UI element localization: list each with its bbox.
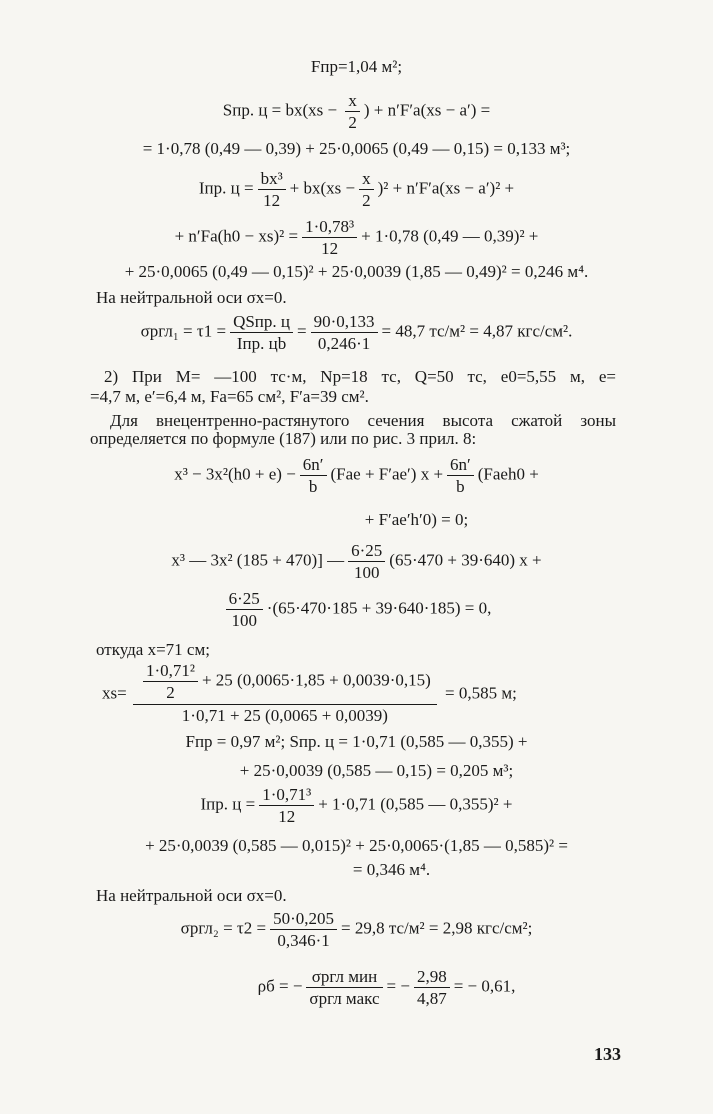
formula-text: ) + n′F′a(xs − a′) =	[363, 100, 491, 120]
formula-text: ·(65·470·185 + 39·640·185) = 0,	[266, 598, 492, 618]
fraction-denominator: 100	[353, 563, 380, 582]
formula-text: (Faeh0 +	[477, 464, 539, 484]
fraction-denominator: 100	[231, 611, 257, 630]
fraction-numerator: σргл мин	[306, 968, 382, 988]
fraction	[300, 456, 327, 495]
fraction-denominator: Iпр. цb	[236, 334, 287, 353]
formula-text: + F′ae′h′0) = 0;	[364, 510, 469, 529]
formula-text: Iпр. ц =	[198, 178, 254, 198]
formula-xs	[102, 662, 517, 724]
paragraph-case-2-line-1	[104, 368, 616, 385]
formula-i-pr-cont	[0, 218, 713, 257]
equation-cubic-numeric	[0, 542, 713, 581]
fraction-numerator: 1·0,78³	[302, 218, 357, 238]
fraction-denominator: 2	[348, 113, 357, 132]
formula-f-pr-2	[0, 733, 713, 750]
fraction	[311, 313, 378, 352]
formula-text: )² + n′F′a(xs − a′)² +	[377, 178, 515, 198]
fraction	[226, 590, 263, 629]
formula-text: ρб = −	[257, 976, 303, 996]
formula-text: = 0,585 м;	[445, 683, 517, 703]
formula-text: = −	[386, 976, 410, 996]
fraction-denominator: 2	[362, 191, 371, 210]
formula-i-pr-2-cont	[0, 837, 713, 854]
formula-text: + 25·0,0039 (0,585 — 0,015)² + 25·0,0065·(1,85 — 0,585)² =	[145, 836, 568, 855]
fraction-denominator: 12	[263, 191, 281, 210]
formula-sigma-1	[0, 313, 713, 352]
formula-text: + bx(xs −	[289, 178, 356, 198]
fraction-denominator: 1·0,71 + 25 (0,0065 + 0,0039)	[181, 706, 388, 725]
formula-text: = 48,7 тс/м² = 4,87 кгс/см².	[381, 321, 573, 341]
paragraph-compressed-zone-line-1	[110, 412, 616, 429]
formula-i-pr-2	[0, 786, 713, 825]
formula-text: + 1·0,71 (0,585 — 0,355)² +	[318, 794, 513, 814]
formula-s-pr	[0, 92, 713, 131]
formula-text: = 1·0,78 (0,49 — 0,39) + 25·0,0065 (0,49 — 0,15) = 0,133 м³;	[142, 139, 571, 158]
formula-text: Sпр. ц = bx(xs −	[222, 100, 342, 120]
formula-rho	[0, 968, 713, 1007]
fraction-numerator: 90·0,133	[311, 313, 378, 333]
fraction-numerator: QSпр. ц	[230, 313, 293, 333]
fraction	[230, 313, 293, 352]
fraction-numerator: 6·25	[348, 542, 385, 562]
formula-text: = 29,8 тс/м² = 2,98 кгс/см²;	[341, 918, 533, 938]
formula-s-pr-2	[0, 762, 713, 779]
formula-text: (Fae + F′ae′) x +	[330, 464, 444, 484]
formula-text: σргл₂ = τ2 =	[180, 918, 267, 938]
fraction-numerator: 1·0,71²	[143, 662, 198, 682]
equation-cubic-cont	[0, 511, 713, 528]
formula-text: = 0,346 м⁴.	[352, 860, 431, 879]
fraction-denominator: 12	[321, 239, 339, 258]
formula-text: σргл₁ = τ1 =	[140, 321, 227, 341]
fraction-numerator: bx³	[258, 170, 286, 190]
paragraph-case-2-line-2	[90, 388, 369, 405]
fraction-denominator: b	[456, 477, 465, 496]
formula-text: = − 0,61,	[453, 976, 516, 996]
fraction-denominator: 12	[278, 807, 296, 826]
fraction	[302, 218, 357, 257]
fraction	[414, 968, 450, 1007]
fraction	[359, 170, 374, 209]
paragraph-text: откуда x=71 см;	[96, 640, 210, 659]
fraction-numerator: 6n′	[300, 456, 327, 476]
formula-text: + 25·0,0039 (0,585 — 0,15) = 0,205 м³;	[239, 761, 514, 780]
fraction-numerator	[133, 662, 437, 705]
formula-text: x³ − 3x²(h0 + e) −	[174, 464, 296, 484]
paragraph-compressed-zone-line-2	[90, 430, 476, 447]
formula-text: + 25·0,0065 (0,49 — 0,15)² + 25·0,0039 (1,85 — 0,49)² = 0,246 м⁴.	[124, 262, 589, 281]
result-x	[96, 641, 210, 658]
paragraph-text: На нейтральной оси σx=0.	[96, 288, 287, 307]
fraction-numerator: 1·0,71³	[259, 786, 314, 806]
fraction	[447, 456, 474, 495]
fraction-numerator: 6n′	[447, 456, 474, 476]
paragraph-text: Для внецентренно-растянутого сечения высота сжатой зоны	[110, 411, 616, 430]
fraction	[258, 170, 286, 209]
formula-text: Fпр=1,04 м²;	[310, 57, 403, 76]
equation-cubic-numeric-cont	[0, 590, 713, 629]
formula-text: =	[297, 321, 307, 341]
fraction	[259, 786, 314, 825]
formula-i-pr-2-value	[0, 861, 713, 878]
equation-cubic	[0, 456, 713, 495]
fraction-denominator: 2	[166, 683, 175, 702]
formula-f-pr	[0, 58, 713, 75]
fraction	[348, 542, 385, 581]
page-number: 133	[594, 1044, 621, 1064]
paragraph-text: =4,7 м, e′=6,4 м, Fa=65 см², F′a=39 см².	[90, 387, 369, 406]
fraction	[306, 968, 382, 1007]
fraction	[270, 910, 337, 949]
paragraph-text: 2) При M= —100 тс·м, Nр=18 тс, Q=50 тс, e0=5,55 м, e=	[104, 367, 616, 386]
formula-i-pr	[0, 170, 713, 209]
fraction-denominator: σргл макс	[309, 989, 380, 1008]
fraction-numerator: 6·25	[226, 590, 263, 610]
neutral-axis-line-1	[96, 289, 287, 306]
fraction-denominator: b	[308, 477, 318, 496]
fraction-numerator: 2,98	[414, 968, 450, 988]
fraction-numerator: x	[359, 170, 374, 190]
formula-sigma-2	[0, 910, 713, 949]
fraction	[143, 662, 198, 701]
paragraph-text: определяется по формуле (187) или по рис. 3 прил. 8:	[90, 429, 477, 448]
neutral-axis-line-2	[96, 887, 287, 904]
formula-text: Iпр. ц =	[200, 794, 256, 814]
formula-s-pr-value	[0, 140, 713, 157]
formula-i-pr-value	[0, 263, 713, 280]
fraction-numerator: 50·0,205	[270, 910, 337, 930]
formula-text: x³ — 3x² (185 + 470)] —	[171, 550, 345, 570]
fraction	[345, 92, 360, 131]
formula-text: + n′Fa(h0 − xs)² =	[174, 226, 299, 246]
fraction-denominator: 4,87	[416, 989, 447, 1008]
formula-text: xs=	[102, 683, 127, 703]
formula-text: Fпр = 0,97 м²; Sпр. ц = 1·0,71 (0,585 — 0,355) +	[185, 732, 528, 751]
formula-text: + 1·0,78 (0,49 — 0,39)² +	[361, 226, 539, 246]
paragraph-text: На нейтральной оси σx=0.	[96, 886, 287, 905]
fraction	[133, 662, 437, 724]
formula-text: + 25 (0,0065·1,85 + 0,0039·0,15)	[201, 670, 431, 690]
fraction-numerator: x	[345, 92, 360, 112]
fraction-denominator: 0,246·1	[317, 334, 371, 353]
fraction-denominator: 0,346·1	[277, 931, 330, 950]
formula-text: (65·470 + 39·640) x +	[389, 550, 542, 570]
